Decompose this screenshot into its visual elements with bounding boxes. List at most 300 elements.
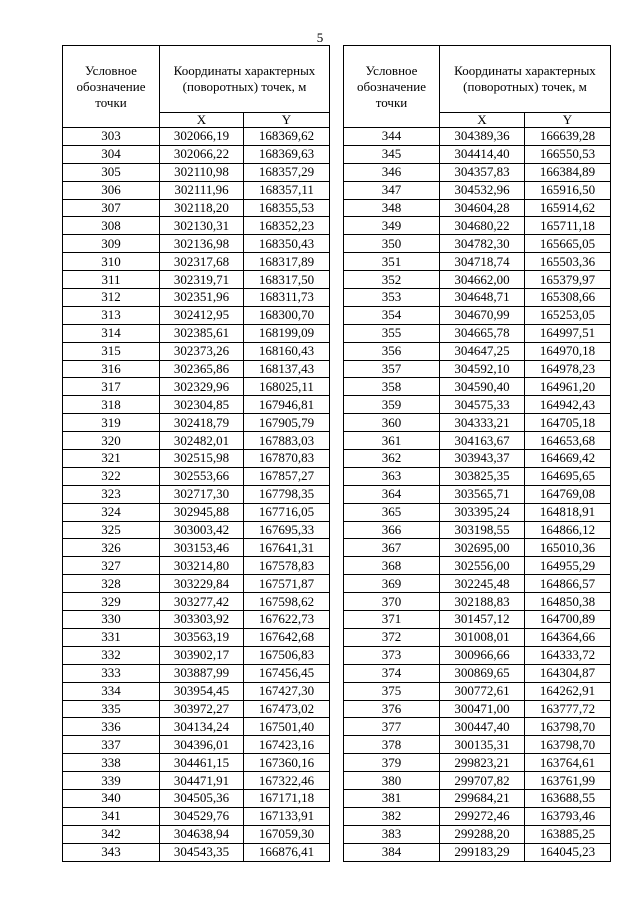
x-coordinate-cell: 303277,42 <box>160 593 244 611</box>
point-id-cell: 324 <box>63 503 160 521</box>
x-coordinate-cell: 304680,22 <box>440 217 525 235</box>
y-coordinate-cell: 167883,03 <box>244 432 330 450</box>
x-coordinate-cell: 302482,01 <box>160 432 244 450</box>
table-row <box>63 772 330 790</box>
x-coordinate-cell: 302945,88 <box>160 503 244 521</box>
table-row <box>63 145 330 163</box>
table-row <box>344 593 611 611</box>
table-row <box>63 235 330 253</box>
point-id-cell: 303 <box>63 128 160 146</box>
x-coordinate-cell: 302553,66 <box>160 467 244 485</box>
table-row <box>63 682 330 700</box>
x-coordinate-cell: 302412,95 <box>160 306 244 324</box>
table-row <box>63 664 330 682</box>
table-row <box>63 754 330 772</box>
table-row <box>344 646 611 664</box>
point-id-cell: 367 <box>344 539 440 557</box>
y-coordinate-cell: 163793,46 <box>525 807 611 825</box>
table-row <box>63 539 330 557</box>
table-row <box>344 664 611 682</box>
x-coordinate-cell: 304590,40 <box>440 378 525 396</box>
header-coordinates: Координаты характерных (поворотных) точек, м <box>440 46 611 113</box>
y-coordinate-cell: 168357,11 <box>244 181 330 199</box>
header-y: Y <box>525 113 611 128</box>
point-id-cell: 380 <box>344 772 440 790</box>
x-coordinate-cell: 302329,96 <box>160 378 244 396</box>
point-id-cell: 316 <box>63 360 160 378</box>
x-coordinate-cell: 304505,36 <box>160 789 244 807</box>
y-coordinate-cell: 167133,91 <box>244 807 330 825</box>
x-coordinate-cell: 304662,00 <box>440 271 525 289</box>
table-row <box>63 593 330 611</box>
point-id-cell: 328 <box>63 575 160 593</box>
table-body-right <box>344 128 611 862</box>
point-id-cell: 341 <box>63 807 160 825</box>
point-id-cell: 372 <box>344 628 440 646</box>
y-coordinate-cell: 164262,91 <box>525 682 611 700</box>
x-coordinate-cell: 304529,76 <box>160 807 244 825</box>
y-coordinate-cell: 164304,87 <box>525 664 611 682</box>
y-coordinate-cell: 163777,72 <box>525 700 611 718</box>
y-coordinate-cell: 167642,68 <box>244 628 330 646</box>
y-coordinate-cell: 167695,33 <box>244 521 330 539</box>
x-coordinate-cell: 302515,98 <box>160 450 244 468</box>
point-id-cell: 369 <box>344 575 440 593</box>
y-coordinate-cell: 164961,20 <box>525 378 611 396</box>
point-id-cell: 376 <box>344 700 440 718</box>
table-row <box>63 199 330 217</box>
point-id-cell: 349 <box>344 217 440 235</box>
point-id-cell: 352 <box>344 271 440 289</box>
x-coordinate-cell: 304592,10 <box>440 360 525 378</box>
table-row <box>344 789 611 807</box>
y-coordinate-cell: 167870,83 <box>244 450 330 468</box>
y-coordinate-cell: 164695,65 <box>525 467 611 485</box>
table-row <box>344 843 611 861</box>
table-row <box>344 485 611 503</box>
point-id-cell: 374 <box>344 664 440 682</box>
table-row <box>63 736 330 754</box>
x-coordinate-cell: 304357,83 <box>440 163 525 181</box>
y-coordinate-cell: 164970,18 <box>525 342 611 360</box>
x-coordinate-cell: 300869,65 <box>440 664 525 682</box>
table-row <box>344 772 611 790</box>
y-coordinate-cell: 165711,18 <box>525 217 611 235</box>
table-row <box>63 485 330 503</box>
y-coordinate-cell: 165010,36 <box>525 539 611 557</box>
y-coordinate-cell: 168317,89 <box>244 253 330 271</box>
x-coordinate-cell: 301457,12 <box>440 611 525 629</box>
table-row <box>63 128 330 146</box>
table-body-left <box>63 128 330 862</box>
x-coordinate-cell: 303825,35 <box>440 467 525 485</box>
table-row <box>344 324 611 342</box>
point-id-cell: 304 <box>63 145 160 163</box>
y-coordinate-cell: 168352,23 <box>244 217 330 235</box>
table-row <box>344 754 611 772</box>
coordinates-table-right <box>343 45 611 862</box>
y-coordinate-cell: 168300,70 <box>244 306 330 324</box>
table-row <box>344 521 611 539</box>
table-row <box>63 163 330 181</box>
y-coordinate-cell: 164997,51 <box>525 324 611 342</box>
y-coordinate-cell: 165503,36 <box>525 253 611 271</box>
point-id-cell: 375 <box>344 682 440 700</box>
y-coordinate-cell: 167578,83 <box>244 557 330 575</box>
point-id-cell: 364 <box>344 485 440 503</box>
table-row <box>344 825 611 843</box>
point-id-cell: 359 <box>344 396 440 414</box>
table-row <box>344 628 611 646</box>
point-id-cell: 321 <box>63 450 160 468</box>
x-coordinate-cell: 304670,99 <box>440 306 525 324</box>
point-id-cell: 371 <box>344 611 440 629</box>
y-coordinate-cell: 167798,35 <box>244 485 330 503</box>
x-coordinate-cell: 302365,86 <box>160 360 244 378</box>
point-id-cell: 323 <box>63 485 160 503</box>
y-coordinate-cell: 163688,55 <box>525 789 611 807</box>
x-coordinate-cell: 299707,82 <box>440 772 525 790</box>
table-row <box>344 718 611 736</box>
point-id-cell: 337 <box>63 736 160 754</box>
point-id-cell: 309 <box>63 235 160 253</box>
x-coordinate-cell: 304782,30 <box>440 235 525 253</box>
table-row <box>63 271 330 289</box>
table-row <box>63 628 330 646</box>
table-row <box>344 145 611 163</box>
y-coordinate-cell: 166876,41 <box>244 843 330 861</box>
point-id-cell: 379 <box>344 754 440 772</box>
x-coordinate-cell: 302111,96 <box>160 181 244 199</box>
point-id-cell: 305 <box>63 163 160 181</box>
y-coordinate-cell: 167506,83 <box>244 646 330 664</box>
table-row <box>344 235 611 253</box>
header-point-designation: Условное обозначение точки <box>344 46 440 128</box>
y-coordinate-cell: 163761,99 <box>525 772 611 790</box>
table-row <box>344 807 611 825</box>
y-coordinate-cell: 167905,79 <box>244 414 330 432</box>
table-row <box>344 467 611 485</box>
y-coordinate-cell: 166639,28 <box>525 128 611 146</box>
table-row <box>63 718 330 736</box>
point-id-cell: 366 <box>344 521 440 539</box>
table-row <box>63 432 330 450</box>
point-id-cell: 322 <box>63 467 160 485</box>
table-row <box>63 807 330 825</box>
x-coordinate-cell: 303563,19 <box>160 628 244 646</box>
table-row <box>63 575 330 593</box>
point-id-cell: 335 <box>63 700 160 718</box>
y-coordinate-cell: 167171,18 <box>244 789 330 807</box>
point-id-cell: 363 <box>344 467 440 485</box>
point-id-cell: 342 <box>63 825 160 843</box>
x-coordinate-cell: 304648,71 <box>440 289 525 307</box>
table-row <box>63 646 330 664</box>
x-coordinate-cell: 304414,40 <box>440 145 525 163</box>
y-coordinate-cell: 168350,43 <box>244 235 330 253</box>
x-coordinate-cell: 302418,79 <box>160 414 244 432</box>
y-coordinate-cell: 164866,57 <box>525 575 611 593</box>
table-row <box>63 789 330 807</box>
point-id-cell: 378 <box>344 736 440 754</box>
y-coordinate-cell: 167571,87 <box>244 575 330 593</box>
x-coordinate-cell: 302136,98 <box>160 235 244 253</box>
x-coordinate-cell: 304333,21 <box>440 414 525 432</box>
point-id-cell: 339 <box>63 772 160 790</box>
x-coordinate-cell: 303972,27 <box>160 700 244 718</box>
table-row <box>63 557 330 575</box>
page-number: 5 <box>316 30 324 45</box>
table-row <box>63 503 330 521</box>
x-coordinate-cell: 304604,28 <box>440 199 525 217</box>
x-coordinate-cell: 303565,71 <box>440 485 525 503</box>
y-coordinate-cell: 168357,29 <box>244 163 330 181</box>
y-coordinate-cell: 168311,73 <box>244 289 330 307</box>
point-id-cell: 345 <box>344 145 440 163</box>
x-coordinate-cell: 299183,29 <box>440 843 525 861</box>
x-coordinate-cell: 303902,17 <box>160 646 244 664</box>
y-coordinate-cell: 167473,02 <box>244 700 330 718</box>
point-id-cell: 338 <box>63 754 160 772</box>
y-coordinate-cell: 165914,62 <box>525 199 611 217</box>
point-id-cell: 336 <box>63 718 160 736</box>
x-coordinate-cell: 299684,21 <box>440 789 525 807</box>
x-coordinate-cell: 303214,80 <box>160 557 244 575</box>
y-coordinate-cell: 164978,23 <box>525 360 611 378</box>
table-row <box>344 700 611 718</box>
point-id-cell: 310 <box>63 253 160 271</box>
y-coordinate-cell: 164866,12 <box>525 521 611 539</box>
point-id-cell: 373 <box>344 646 440 664</box>
x-coordinate-cell: 301008,01 <box>440 628 525 646</box>
x-coordinate-cell: 302556,00 <box>440 557 525 575</box>
point-id-cell: 358 <box>344 378 440 396</box>
x-coordinate-cell: 303954,45 <box>160 682 244 700</box>
y-coordinate-cell: 167322,46 <box>244 772 330 790</box>
x-coordinate-cell: 304532,96 <box>440 181 525 199</box>
x-coordinate-cell: 302245,48 <box>440 575 525 593</box>
x-coordinate-cell: 300135,31 <box>440 736 525 754</box>
x-coordinate-cell: 302373,26 <box>160 342 244 360</box>
point-id-cell: 307 <box>63 199 160 217</box>
point-id-cell: 315 <box>63 342 160 360</box>
y-coordinate-cell: 164333,72 <box>525 646 611 664</box>
x-coordinate-cell: 300966,66 <box>440 646 525 664</box>
point-id-cell: 346 <box>344 163 440 181</box>
table-row <box>344 503 611 521</box>
point-id-cell: 360 <box>344 414 440 432</box>
y-coordinate-cell: 168137,43 <box>244 360 330 378</box>
x-coordinate-cell: 303153,46 <box>160 539 244 557</box>
point-id-cell: 347 <box>344 181 440 199</box>
point-id-cell: 340 <box>63 789 160 807</box>
x-coordinate-cell: 302110,98 <box>160 163 244 181</box>
header-x: X <box>160 113 244 128</box>
point-id-cell: 329 <box>63 593 160 611</box>
table-row <box>344 289 611 307</box>
point-id-cell: 318 <box>63 396 160 414</box>
table-row <box>344 432 611 450</box>
x-coordinate-cell: 302066,22 <box>160 145 244 163</box>
x-coordinate-cell: 302351,96 <box>160 289 244 307</box>
point-id-cell: 343 <box>63 843 160 861</box>
point-id-cell: 325 <box>63 521 160 539</box>
table-row <box>63 700 330 718</box>
x-coordinate-cell: 304461,15 <box>160 754 244 772</box>
table-row <box>344 306 611 324</box>
point-id-cell: 344 <box>344 128 440 146</box>
table-row <box>344 128 611 146</box>
y-coordinate-cell: 164769,08 <box>525 485 611 503</box>
table-row <box>344 557 611 575</box>
y-coordinate-cell: 168160,43 <box>244 342 330 360</box>
y-coordinate-cell: 164818,91 <box>525 503 611 521</box>
point-id-cell: 312 <box>63 289 160 307</box>
y-coordinate-cell: 168317,50 <box>244 271 330 289</box>
point-id-cell: 381 <box>344 789 440 807</box>
y-coordinate-cell: 164850,38 <box>525 593 611 611</box>
x-coordinate-cell: 304718,74 <box>440 253 525 271</box>
point-id-cell: 331 <box>63 628 160 646</box>
x-coordinate-cell: 302130,31 <box>160 217 244 235</box>
y-coordinate-cell: 164942,43 <box>525 396 611 414</box>
y-coordinate-cell: 167427,30 <box>244 682 330 700</box>
point-id-cell: 314 <box>63 324 160 342</box>
point-id-cell: 382 <box>344 807 440 825</box>
x-coordinate-cell: 302188,83 <box>440 593 525 611</box>
table-row <box>63 611 330 629</box>
x-coordinate-cell: 302717,30 <box>160 485 244 503</box>
table-row <box>344 575 611 593</box>
table-row <box>63 521 330 539</box>
y-coordinate-cell: 167059,30 <box>244 825 330 843</box>
x-coordinate-cell: 302118,20 <box>160 199 244 217</box>
table-row <box>63 825 330 843</box>
table-row <box>63 843 330 861</box>
table-row <box>344 736 611 754</box>
table-row <box>63 378 330 396</box>
point-id-cell: 306 <box>63 181 160 199</box>
table-row <box>63 342 330 360</box>
x-coordinate-cell: 299272,46 <box>440 807 525 825</box>
point-id-cell: 313 <box>63 306 160 324</box>
x-coordinate-cell: 302066,19 <box>160 128 244 146</box>
y-coordinate-cell: 163798,70 <box>525 718 611 736</box>
y-coordinate-cell: 165379,97 <box>525 271 611 289</box>
x-coordinate-cell: 304647,25 <box>440 342 525 360</box>
y-coordinate-cell: 168025,11 <box>244 378 330 396</box>
x-coordinate-cell: 304134,24 <box>160 718 244 736</box>
table-row <box>63 360 330 378</box>
x-coordinate-cell: 302385,61 <box>160 324 244 342</box>
point-id-cell: 368 <box>344 557 440 575</box>
y-coordinate-cell: 167946,81 <box>244 396 330 414</box>
x-coordinate-cell: 304543,35 <box>160 843 244 861</box>
table-row <box>344 611 611 629</box>
y-coordinate-cell: 167456,45 <box>244 664 330 682</box>
x-coordinate-cell: 304389,36 <box>440 128 525 146</box>
x-coordinate-cell: 303887,99 <box>160 664 244 682</box>
table-row <box>63 289 330 307</box>
y-coordinate-cell: 164705,18 <box>525 414 611 432</box>
y-coordinate-cell: 163798,70 <box>525 736 611 754</box>
point-id-cell: 332 <box>63 646 160 664</box>
x-coordinate-cell: 300772,61 <box>440 682 525 700</box>
point-id-cell: 365 <box>344 503 440 521</box>
y-coordinate-cell: 164955,29 <box>525 557 611 575</box>
x-coordinate-cell: 304665,78 <box>440 324 525 342</box>
table-row <box>63 306 330 324</box>
x-coordinate-cell: 303003,42 <box>160 521 244 539</box>
y-coordinate-cell: 165665,05 <box>525 235 611 253</box>
point-id-cell: 317 <box>63 378 160 396</box>
table-row <box>344 450 611 468</box>
y-coordinate-cell: 163885,25 <box>525 825 611 843</box>
y-coordinate-cell: 168199,09 <box>244 324 330 342</box>
table-row <box>63 324 330 342</box>
x-coordinate-cell: 303943,37 <box>440 450 525 468</box>
point-id-cell: 348 <box>344 199 440 217</box>
y-coordinate-cell: 167360,16 <box>244 754 330 772</box>
point-id-cell: 311 <box>63 271 160 289</box>
y-coordinate-cell: 163764,61 <box>525 754 611 772</box>
table-row <box>344 342 611 360</box>
point-id-cell: 326 <box>63 539 160 557</box>
point-id-cell: 327 <box>63 557 160 575</box>
point-id-cell: 350 <box>344 235 440 253</box>
y-coordinate-cell: 168369,63 <box>244 145 330 163</box>
y-coordinate-cell: 166384,89 <box>525 163 611 181</box>
table-row <box>344 539 611 557</box>
point-id-cell: 330 <box>63 611 160 629</box>
x-coordinate-cell: 299288,20 <box>440 825 525 843</box>
table-row <box>63 467 330 485</box>
x-coordinate-cell: 304396,01 <box>160 736 244 754</box>
point-id-cell: 319 <box>63 414 160 432</box>
point-id-cell: 334 <box>63 682 160 700</box>
table-row <box>344 378 611 396</box>
x-coordinate-cell: 300471,00 <box>440 700 525 718</box>
table-row <box>63 181 330 199</box>
table-row <box>344 181 611 199</box>
table-row <box>63 217 330 235</box>
y-coordinate-cell: 164653,68 <box>525 432 611 450</box>
table-row <box>344 217 611 235</box>
x-coordinate-cell: 299823,21 <box>440 754 525 772</box>
table-row <box>344 253 611 271</box>
y-coordinate-cell: 164045,23 <box>525 843 611 861</box>
point-id-cell: 362 <box>344 450 440 468</box>
table-row <box>63 396 330 414</box>
header-point-designation: Условное обозначение точки <box>63 46 160 128</box>
point-id-cell: 377 <box>344 718 440 736</box>
x-coordinate-cell: 302319,71 <box>160 271 244 289</box>
table-row <box>344 396 611 414</box>
y-coordinate-cell: 168355,53 <box>244 199 330 217</box>
x-coordinate-cell: 304471,91 <box>160 772 244 790</box>
table-row <box>344 271 611 289</box>
point-id-cell: 320 <box>63 432 160 450</box>
y-coordinate-cell: 167641,31 <box>244 539 330 557</box>
x-coordinate-cell: 303229,84 <box>160 575 244 593</box>
coordinates-table-left <box>62 45 330 862</box>
table-row <box>344 199 611 217</box>
y-coordinate-cell: 165308,66 <box>525 289 611 307</box>
point-id-cell: 357 <box>344 360 440 378</box>
x-coordinate-cell: 302695,00 <box>440 539 525 557</box>
y-coordinate-cell: 165253,05 <box>525 306 611 324</box>
point-id-cell: 333 <box>63 664 160 682</box>
